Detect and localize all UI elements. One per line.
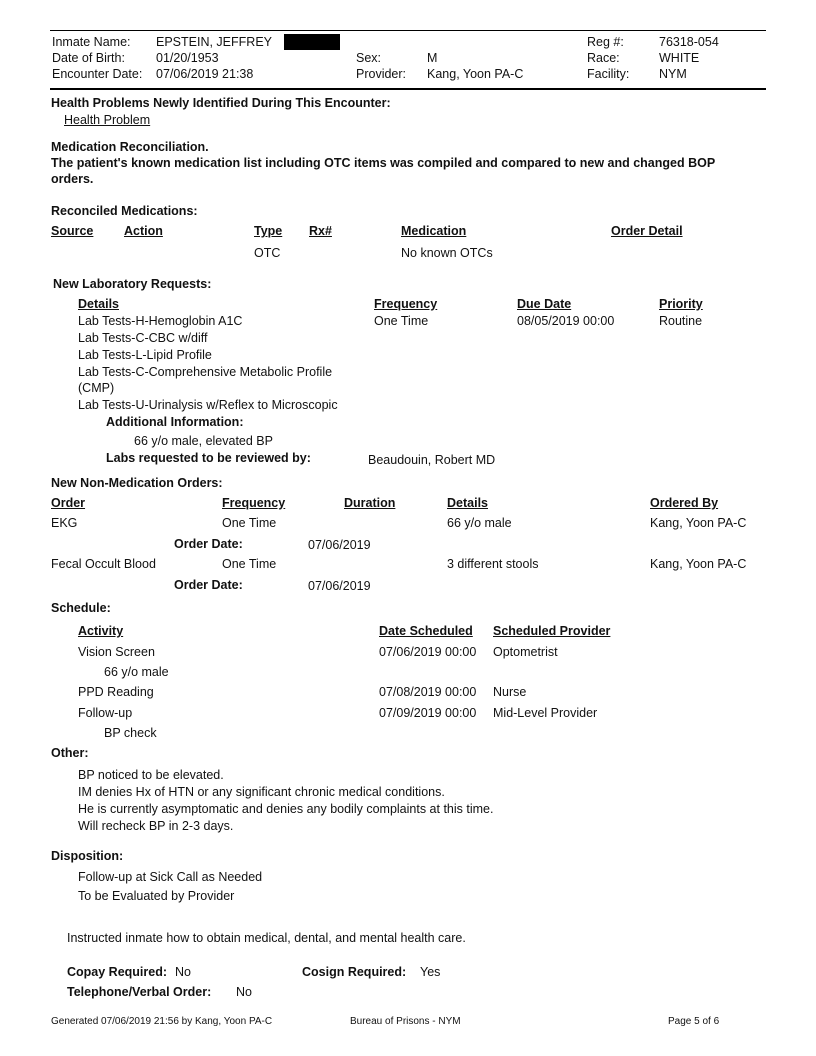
non-med-order: Fecal Occult Blood [51,557,156,571]
reconciled-title: Reconciled Medications: [51,204,198,218]
non-med-order: EKG [51,516,78,530]
lab-reviewed-label: Labs requested to be reviewed by: [106,451,311,465]
header-bottom-rule [50,88,766,90]
non-med-col-order: Order [51,496,86,510]
footer-page: Page 5 of 6 [668,1016,720,1027]
non-med-frequency: One Time [222,516,277,530]
sex-label: Sex: [356,51,382,65]
header-top-rule [50,30,766,31]
schedule-activity: Follow-up [78,706,133,720]
med-rec-title: Medication Reconciliation. [51,140,209,154]
order-date-label: Order Date: [174,537,243,551]
non-med-col-duration: Duration [344,496,396,510]
encounter-date-label: Encounter Date: [52,67,143,81]
order-date-label: Order Date: [174,578,243,592]
copay-label: Copay Required: [67,965,168,979]
lab-item: Lab Tests-C-Comprehensive Metabolic Profile [78,365,333,379]
schedule-date: 07/09/2019 00:00 [379,706,477,720]
schedule-title: Schedule: [51,601,111,615]
schedule-note: 66 y/o male [104,665,169,679]
non-med-col-frequency: Frequency [222,496,286,510]
disposition-line: To be Evaluated by Provider [78,889,235,903]
labs-col-due-date: Due Date [517,297,572,311]
instruction-text: Instructed inmate how to obtain medical, dental, and mental health care. [67,931,466,945]
footer-generated: Generated 07/06/2019 21:56 by Kang, Yoon PA-C [51,1016,273,1027]
disposition-line: Follow-up at Sick Call as Needed [78,870,263,884]
col-medication: Medication [401,224,467,238]
lab-item: Lab Tests-H-Hemoglobin A1C [78,314,243,328]
schedule-activity: Vision Screen [78,645,155,659]
non-med-ordered-by: Kang, Yoon PA-C [650,557,747,571]
non-med-details: 3 different stools [447,557,539,571]
schedule-date: 07/08/2019 00:00 [379,685,477,699]
race: WHITE [659,51,700,65]
col-rx: Rx# [309,224,332,238]
schedule-provider: Optometrist [493,645,558,659]
schedule-note: BP check [104,726,157,740]
col-order-detail: Order Detail [611,224,683,238]
schedule-activity: PPD Reading [78,685,154,699]
provider-label: Provider: [356,67,407,81]
non-med-frequency: One Time [222,557,277,571]
lab-additional-text: 66 y/o male, elevated BP [134,434,273,448]
health-problems-title: Health Problems Newly Identified During This Encounter: [51,96,391,110]
schedule-col-activity: Activity [78,624,124,638]
col-type: Type [254,224,283,238]
facility: NYM [659,67,687,81]
non-med-col-details: Details [447,496,488,510]
cosign-value: Yes [420,965,441,979]
lab-item: Lab Tests-U-Urinalysis w/Reflex to Microscopic [78,398,338,412]
dob-label: Date of Birth: [52,51,125,65]
cosign-label: Cosign Required: [302,965,407,979]
labs-col-priority: Priority [659,297,703,311]
schedule-date: 07/06/2019 00:00 [379,645,477,659]
footer-bureau: Bureau of Prisons - NYM [350,1016,461,1027]
col-action: Action [124,224,163,238]
sex: M [427,51,438,65]
race-label: Race: [587,51,620,65]
labs-title: New Laboratory Requests: [53,277,212,291]
lab-item: Lab Tests-C-CBC w/diff [78,331,208,345]
labs-col-frequency: Frequency [374,297,438,311]
other-line: He is currently asymptomatic and denies any bodily complaints at this time. [78,802,494,816]
non-med-title: New Non-Medication Orders: [51,476,223,490]
med-row-type: OTC [254,246,281,260]
schedule-provider: Mid-Level Provider [493,706,598,720]
lab-due-date: 08/05/2019 00:00 [517,314,615,328]
redaction-box [284,34,340,50]
order-date: 07/06/2019 [308,579,371,593]
encounter-date: 07/06/2019 21:38 [156,67,254,81]
facility-label: Facility: [587,67,630,81]
provider: Kang, Yoon PA-C [427,67,524,81]
reg-number: 76318-054 [659,35,719,49]
health-problem-column: Health Problem [64,113,151,127]
other-title: Other: [51,746,89,760]
non-med-ordered-by: Kang, Yoon PA-C [650,516,747,530]
reg-label: Reg #: [587,35,624,49]
other-line: Will recheck BP in 2-3 days. [78,819,234,833]
lab-item: (CMP) [78,381,115,395]
disposition-title: Disposition: [51,849,124,863]
schedule-col-date: Date Scheduled [379,624,473,638]
copay-value: No [175,965,191,979]
schedule-col-provider: Scheduled Provider [493,624,611,638]
other-line: IM denies Hx of HTN or any significant chronic medical conditions. [78,785,445,799]
col-source: Source [51,224,94,238]
lab-item: Lab Tests-L-Lipid Profile [78,348,212,362]
med-row-medication: No known OTCs [401,246,493,260]
other-line: BP noticed to be elevated. [78,768,224,782]
inmate-name-label: Inmate Name: [52,35,131,49]
inmate-name: EPSTEIN, JEFFREY [156,35,272,49]
non-med-details: 66 y/o male [447,516,512,530]
order-date: 07/06/2019 [308,538,371,552]
non-med-col-ordered-by: Ordered By [650,496,719,510]
lab-additional-label: Additional Information: [106,415,244,429]
lab-frequency: One Time [374,314,429,328]
telephone-value: No [236,985,252,999]
schedule-provider: Nurse [493,685,527,699]
labs-col-details: Details [78,297,119,311]
telephone-label: Telephone/Verbal Order: [67,985,212,999]
lab-priority: Routine [659,314,703,328]
dob: 01/20/1953 [156,51,219,65]
med-rec-text-line-2: orders. [51,172,94,186]
lab-reviewed-by: Beaudouin, Robert MD [368,453,496,467]
med-rec-text-line-1: The patient's known medication list including OTC items was compiled and compared to new and changed BOP [51,156,716,170]
